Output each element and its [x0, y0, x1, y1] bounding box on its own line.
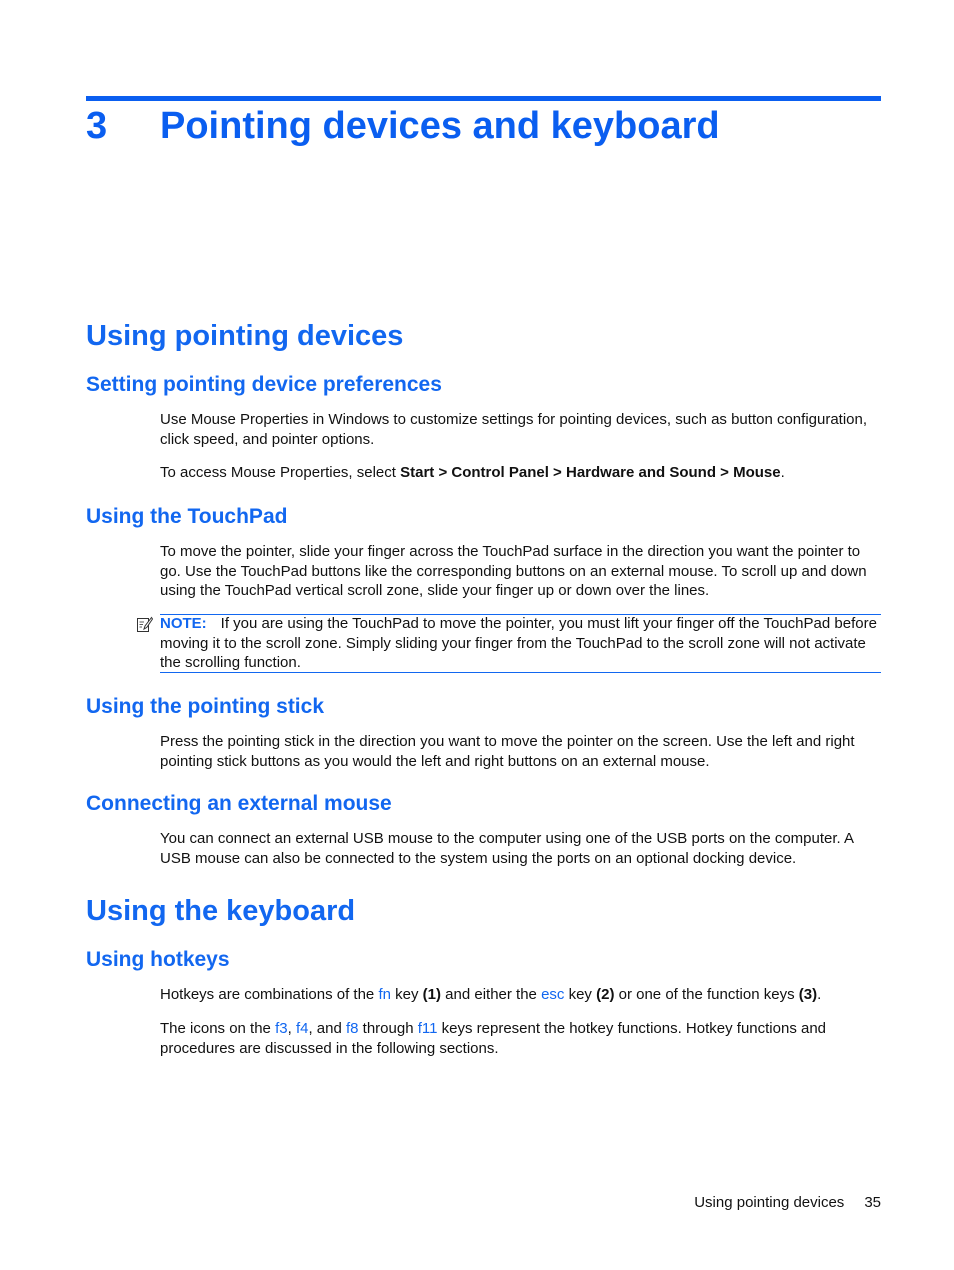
f11-key-term: f11	[417, 1020, 438, 1037]
menu-path: Start > Control Panel > Hardware and Sound > Mouse	[400, 464, 781, 481]
text-run: or one of the function keys	[614, 986, 799, 1003]
chapter-number: 3	[86, 105, 108, 147]
paragraph-hotkeys-1	[160, 985, 882, 1005]
callout-2: (2)	[596, 986, 615, 1003]
text-run: keys represent the hotkey functions. Hotkey functions and procedures are discussed in the following sections.	[160, 1020, 827, 1057]
text-run: The icons on the	[160, 1020, 276, 1037]
page-footer	[600, 1193, 881, 1212]
note-box	[160, 614, 882, 673]
f3-key-term: f3	[275, 1020, 288, 1037]
note-pencil-icon	[136, 616, 153, 633]
chapter-title: Pointing devices and keyboard	[160, 105, 720, 147]
note-label: NOTE:	[160, 615, 207, 632]
text-run: ,	[287, 1020, 296, 1037]
section-heading-keyboard: Using the keyboard	[86, 895, 356, 927]
paragraph-hotkeys-2	[160, 1019, 882, 1058]
paragraph-stick-1: Press the pointing stick in the direction you want to move the pointer on the screen. Use the left and right pointing stick buttons as you would the left and right buttons on an external mouse.	[160, 733, 855, 770]
chapter-heading	[86, 101, 881, 151]
text-run: and either the	[441, 986, 542, 1003]
text-run: , and	[308, 1020, 346, 1037]
esc-key-term: esc	[541, 986, 565, 1003]
subsection-heading-touchpad: Using the TouchPad	[86, 505, 288, 528]
f4-key-term: f4	[295, 1020, 309, 1037]
fn-key-term: fn	[378, 986, 391, 1003]
text-run: key	[564, 986, 597, 1003]
text-run: .	[780, 464, 785, 481]
callout-1: (1)	[422, 986, 441, 1003]
subsection-heading-hotkeys: Using hotkeys	[86, 948, 230, 971]
paragraph-mouse-1: You can connect an external USB mouse to the computer using one of the USB ports on the computer. A USB mouse can also be connected to the system using the ports on an optional docking device.	[160, 830, 854, 867]
subsection-heading-mouse: Connecting an external mouse	[86, 792, 392, 815]
page-number: 35	[864, 1194, 881, 1211]
note-text: If you are using the TouchPad to move the pointer, you must lift your finger off the TouchPad before moving it to the scroll zone. Simply sliding your finger from the TouchPad to the scroll zone will not activate the scrolling function.	[160, 615, 877, 671]
text-run: key	[390, 986, 423, 1003]
paragraph-touchpad-1: To move the pointer, slide your finger across the TouchPad surface in the direction you want the pointer to go. Use the TouchPad buttons like the corresponding buttons on an external mouse. To scroll up and down using the TouchPad vertical scroll zone, slide your finger up or down over the lines.	[160, 543, 867, 599]
paragraph-preferences-1: Use Mouse Properties in Windows to customize settings for pointing devices, such as button configuration, click speed, and pointer options.	[160, 411, 868, 448]
f8-key-term: f8	[345, 1020, 359, 1037]
note-rule-bottom	[160, 672, 881, 673]
subsection-heading-preferences: Setting pointing device preferences	[86, 373, 442, 396]
text-run: through	[358, 1020, 418, 1037]
section-heading-pointing: Using pointing devices	[86, 320, 404, 352]
text-run: To access Mouse Properties, select	[160, 464, 401, 481]
callout-3: (3)	[798, 986, 818, 1003]
footer-section-title: Using pointing devices	[694, 1194, 845, 1211]
subsection-heading-stick: Using the pointing stick	[86, 695, 325, 718]
text-run: Hotkeys are combinations of the	[160, 986, 379, 1003]
paragraph-preferences-2	[160, 463, 882, 483]
text-run: .	[817, 986, 822, 1003]
